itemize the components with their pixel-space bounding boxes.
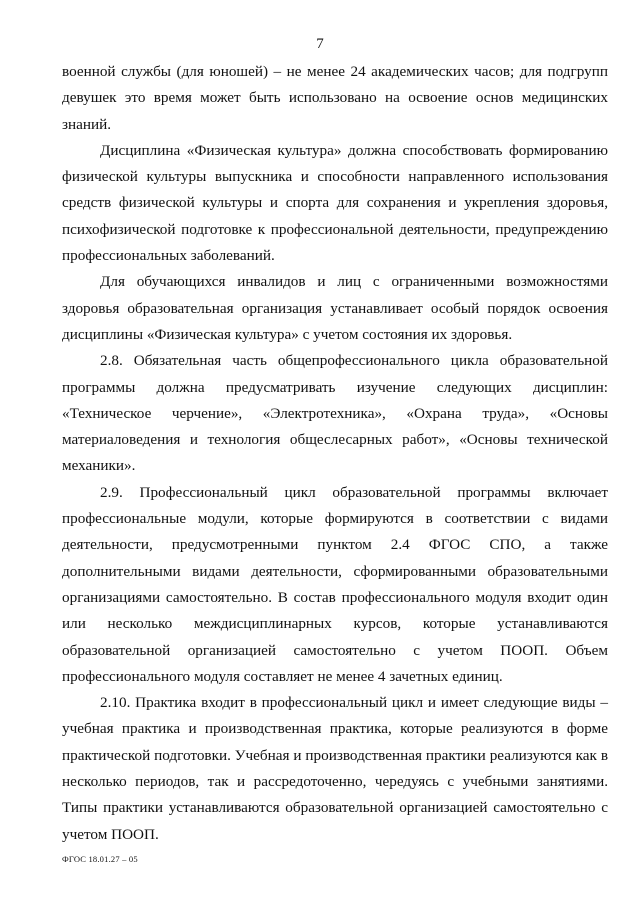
page-number: 7: [316, 36, 324, 52]
paragraph-physical-culture: Дисциплина «Физическая культура» должна способствовать формированию физической культуры выпускника и способности направленного использования средств физической культуры и спорта для сохранения и укрепления здоровья, психофизической подготовке к профессиональной деятельности, предупреждению профессиональных заболеваний.: [62, 141, 608, 265]
document-footer: ФГОС 18.01.27 – 05: [62, 854, 138, 864]
paragraph-2-9: 2.9. Профессиональный цикл образовательной программы включает профессиональные модули, которые формируются в соответствии с видами деятельности, предусмотренными пунктом 2.4 ФГОС СПО, а также дополнительными видами деятельности, сформированными образовательными организациями самостоятельно. В состав профессионального модуля входит один или несколько междисциплинарных курсов, которые устанавливаются образовательной организацией самостоятельно с учетом ПООП. Объем профессионального модуля составляет не менее 4 зачетных единиц.: [62, 483, 608, 685]
paragraph-continuation: военной службы (для юношей) – не менее 24 академических часов; для подгрупп девушек это время может быть использовано на освоение основ медицинских знаний.: [62, 63, 608, 133]
paragraph-2-8: 2.8. Обязательная часть общепрофессионального цикла образовательной программы должна предусматривать изучение следующих дисциплин: «Техническое черчение», «Электротехника», «Охрана труда», «Основы материаловедения и технология общеслесарных работ», «Основы технической механики».: [62, 352, 608, 475]
paragraph-disabled-students: Для обучающихся инвалидов и лиц с ограниченными возможностями здоровья образовательная организация устанавливает особый порядок освоения дисциплины «Физическая культура» с учетом состояния их здоровья.: [62, 273, 608, 343]
paragraph-2-10: 2.10. Практика входит в профессиональный цикл и имеет следующие виды – учебная практика и производственная практика, которые реализуются в форме практической подготовки. Учебная и производственная практики реализуются как в несколько периодов, так и рассредоточенно, чередуясь с учебными занятиями. Типы практики устанавливаются образовательной организацией самостоятельно с учетом ПООП.: [62, 694, 608, 843]
document-body: [62, 59, 608, 848]
